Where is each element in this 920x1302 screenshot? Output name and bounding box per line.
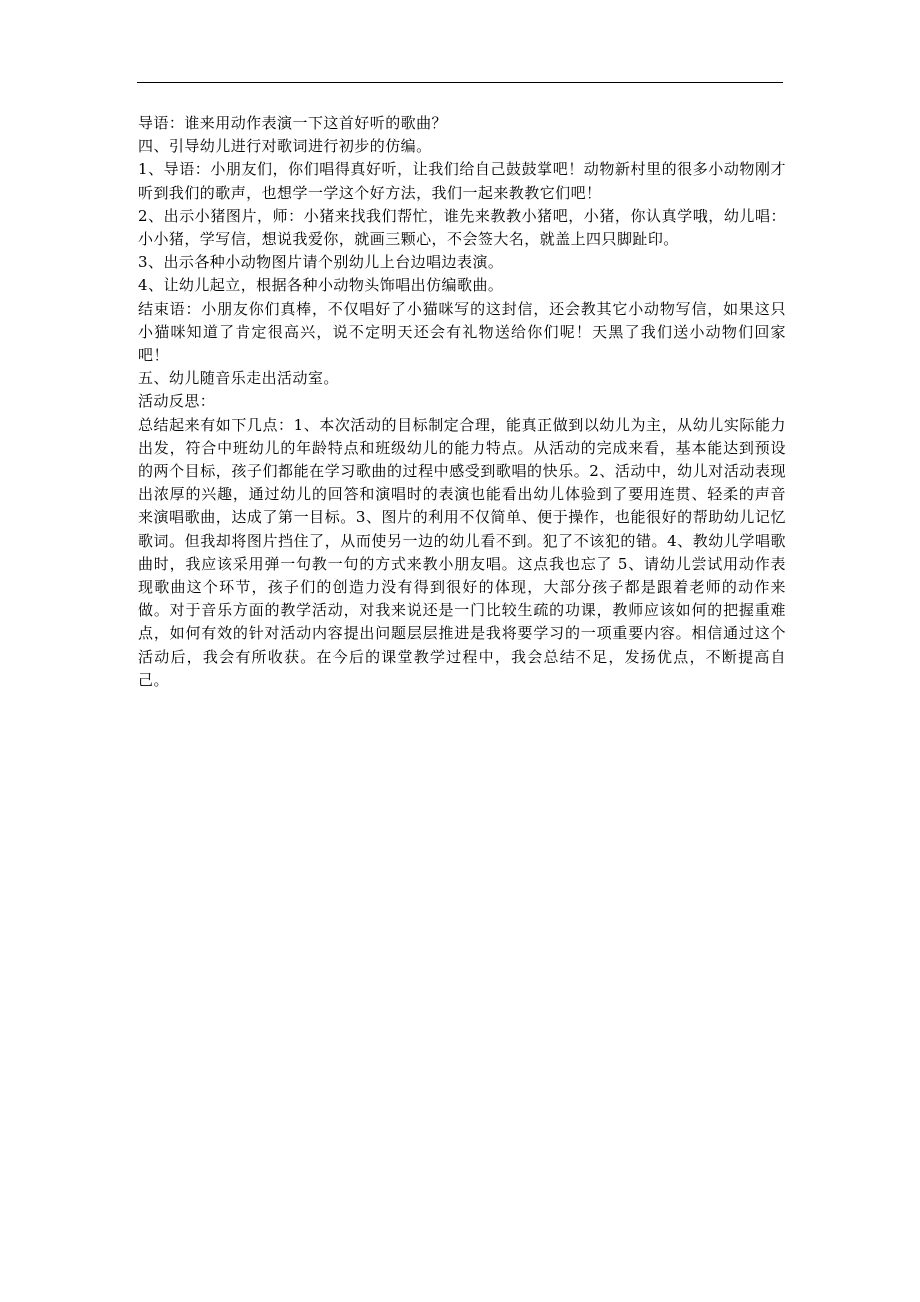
paragraph-intro-prompt: 导语：谁来用动作表演一下这首好听的歌曲？ bbox=[138, 114, 448, 132]
document-body bbox=[138, 112, 786, 692]
header-rule bbox=[137, 82, 783, 83]
paragraph-step-2: 2、出示小猪图片，师：小猪来找我们帮忙，谁先来教教小猪吧，小猪，你认真学哦，幼儿唱：小小猪，学写信，想说我爱你，就画三颗心，不会签大名，就盖上四只脚趾印。 bbox=[138, 206, 786, 249]
paragraph-step-1: 1、导语：小朋友们，你们唱得真好听，让我们给自己鼓鼓掌吧！动物新村里的很多小动物刚才听到我们的歌声，也想学一学这个好方法，我们一起来教教它们吧！ bbox=[138, 160, 786, 202]
paragraph-step-3: 3、出示各种小动物图片请个别幼儿上台边唱边表演。 bbox=[138, 253, 504, 272]
paragraph-reflection-heading: 活动反思： bbox=[138, 392, 216, 411]
paragraph-reflection-body: 总结起来有如下几点：1、本次活动的目标制定合理，能真正做到以幼儿为主，从幼儿实际能力出发，符合中班幼儿的年龄特点和班级幼儿的能力特点。从活动的完成来看，基本能达到预设的两个目标，孩子们都能在学习歌曲的过程中感受到歌唱的快乐。2、活动中，幼儿对活动表现出浓厚的兴趣，通过幼儿的回答和演唱时的表演也能看出幼儿体验到了要用连贯、轻柔的声音来演唱歌曲，达成了第一目标。3、图片的利用不仅简单、便于操作，也能很好的帮助幼儿记忆歌词。但我却将图片挡住了，从而使另一边的幼儿看不到。犯了不该犯的错。4、教幼儿学唱歌曲时，我应该采用弹一句教一句的方式来教小朋友唱。这点我也忘了 5、请幼儿尝试用动作表现歌曲这个环节，孩子们的创造力没有得到很好的体现，大部分孩子都是跟着老师的动作来做。对于音乐方面的教学活动，对我来说还是一门比较生疏的功课，教师应该如何的把握重难点，如何有效的针对活动内容提出问题层层推进是我将要学习的一项重要内容。相信通过这个活动后，我会有所收获。在今后的课堂教学过程中，我会总结不足，发扬优点，不断提高自己。 bbox=[138, 415, 786, 689]
paragraph-section-four: 四、引导幼儿进行对歌词进行初步的仿编。 bbox=[138, 137, 432, 156]
paragraph-section-five: 五、幼儿随音乐走出活动室。 bbox=[138, 369, 339, 388]
paragraph-step-4: 4、让幼儿起立，根据各种小动物头饰唱出仿编歌曲。 bbox=[138, 276, 504, 295]
paragraph-closing-remarks: 结束语：小朋友你们真棒，不仅唱好了小猫咪写的这封信，还会教其它小动物写信，如果这只小猫咪知道了肯定很高兴，说不定明天还会有礼物送给你们呢！天黑了我们送小动物们回家吧！ bbox=[138, 299, 786, 365]
